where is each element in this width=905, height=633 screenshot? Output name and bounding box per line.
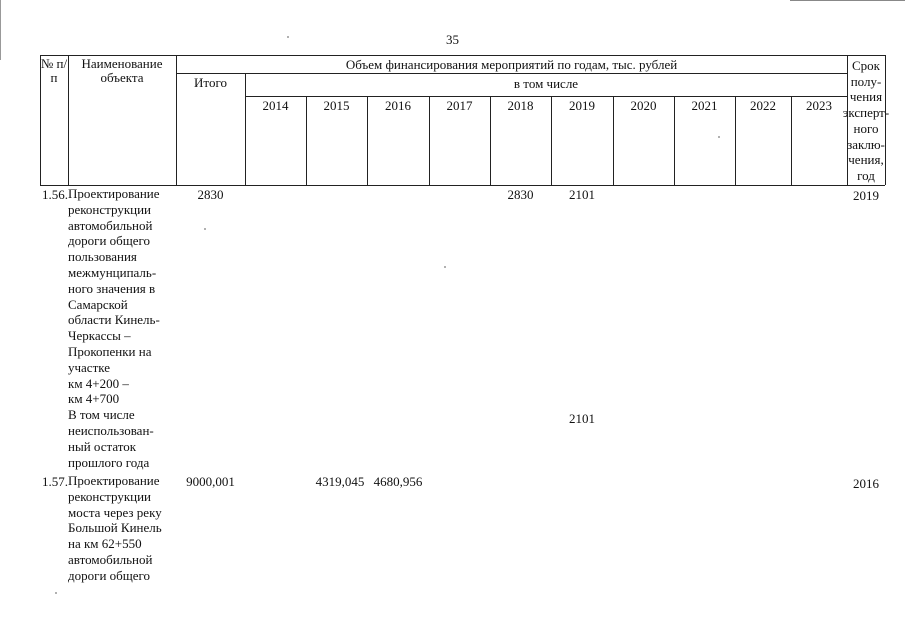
header-year: 2020 <box>630 98 657 113</box>
header-name: Наименование объекта <box>81 56 163 85</box>
in-that-underline <box>245 96 847 97</box>
header-total: Итого <box>194 75 227 90</box>
scan-speck <box>287 36 289 38</box>
row-total: 9000,001 <box>186 474 235 489</box>
header-year: 2017 <box>446 98 473 113</box>
row-value-2018: 2830 <box>507 187 534 202</box>
header-year: 2023 <box>806 98 832 113</box>
header-year: 2018 <box>507 98 534 113</box>
header-year: 2021 <box>691 98 718 113</box>
table-top-border <box>40 55 885 56</box>
scan-speck <box>55 592 57 594</box>
row-term: 2016 <box>853 476 879 491</box>
row-number: 1.57. <box>42 474 68 489</box>
scan-speck <box>718 136 720 138</box>
header-year: 2019 <box>569 98 595 113</box>
header-in-that: в том числе <box>513 76 579 91</box>
header-funding-title: Объем финансирования мероприятий по годам, тыс. рублей <box>345 57 678 72</box>
header-year: 2015 <box>323 98 350 113</box>
header-term: Срок полу- чения эксперт- ного заклю- чения, год <box>842 58 890 183</box>
header-year: 2022 <box>750 98 776 113</box>
row-number: 1.56. <box>42 187 68 202</box>
row-total: 2830 <box>197 187 224 202</box>
scan-edge-top <box>790 0 905 1</box>
header-year: 2016 <box>385 98 411 113</box>
header-num: № п/п <box>40 56 68 85</box>
scan-speck <box>444 266 446 268</box>
row-object-name: Проектирование реконструкции автомобильной дороги общего пользования межмунципаль- ного значения в Самарской области Кинель- Черкассы – Прокопенки на участке км 4+200 – км 4+700 В том числе неиспользован- ный остаток прошлого года <box>68 186 160 470</box>
row-value-2019: 2101 <box>569 187 595 202</box>
scan-edge-left <box>0 0 1 60</box>
scan-speck <box>204 228 206 230</box>
header-year: 2014 <box>262 98 289 113</box>
row-value-2016: 4680,956 <box>373 474 423 489</box>
row-term: 2019 <box>853 188 879 203</box>
row-object-name: Проектирование реконструкции моста через реку Большой Кинель на км 62+550 автомобильной дороги общего <box>68 473 162 583</box>
row-unused-2019: 2101 <box>569 411 595 426</box>
page-number: 35 <box>446 32 459 47</box>
row-value-2015: 4319,045 <box>315 474 365 489</box>
funding-title-underline <box>176 73 847 74</box>
